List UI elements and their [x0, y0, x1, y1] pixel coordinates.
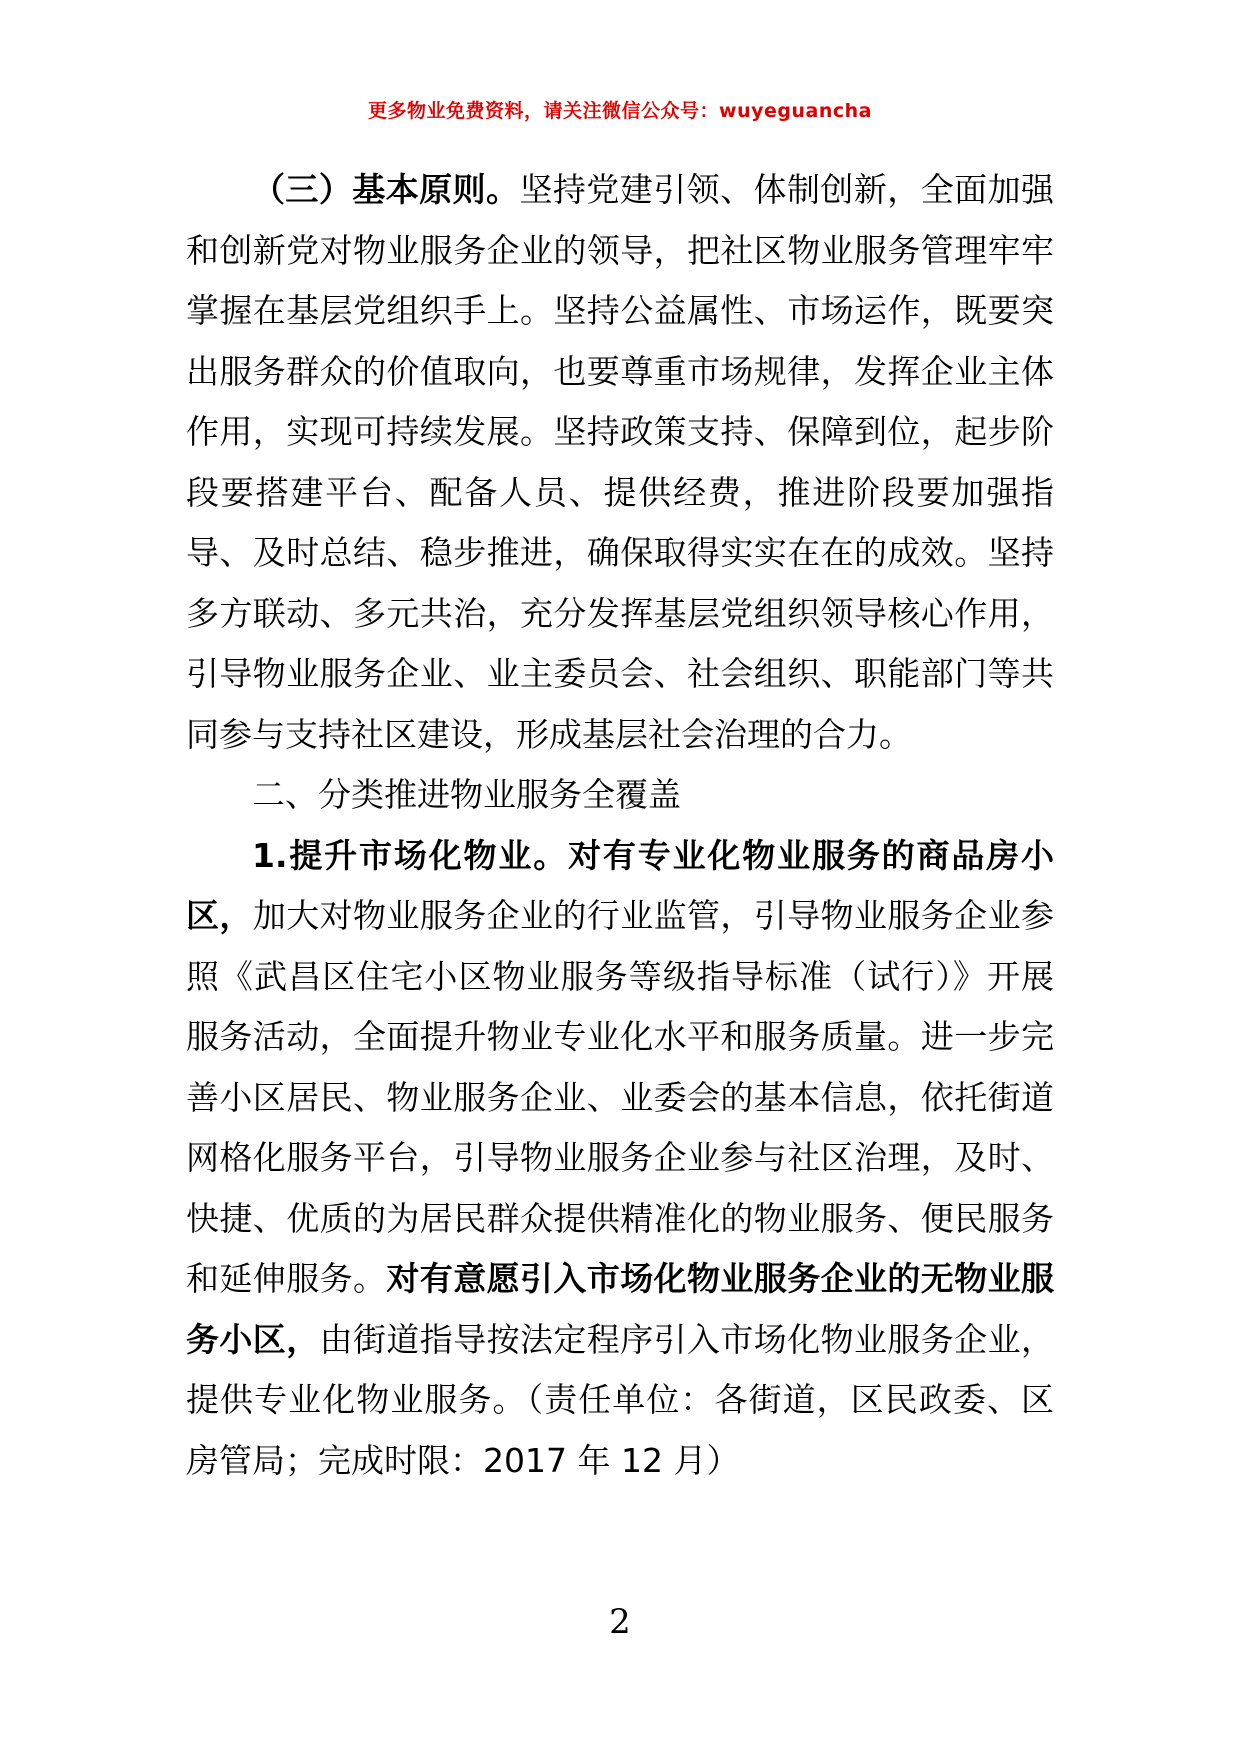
paragraph-body: 加大对物业服务企业的行业监管，引导物业服务企业参照《武昌区住宅小区物业服务等级指导标准（试行）》开展服务活动，全面提升物业专业化水平和服务质量。进一步完善小区居民、物业服务企业、业委会的基本信息，依托街道网格化服务平台，引导物业服务企业参与社区治理，及时、快捷、优质的为居民群众提供精准化的物业服务、便民服务和延伸服务。: [186, 896, 1055, 1298]
paragraph-heading: 1.提升市场化物业。对有专业化物业服务的商品房小区，: [186, 835, 1054, 935]
paragraph-heading: （三）基本原则。: [252, 170, 520, 209]
header-promo-note: 更多物业免费资料，请关注微信公众号：wuyeguancha: [368, 100, 872, 122]
section-title: 二、分类推进物业服务全覆盖: [252, 775, 681, 814]
paragraph-market-property: [186, 826, 1054, 1492]
document-body: [186, 160, 1054, 1491]
paragraph-body: 坚持党建引领、体制创新，全面加强和创新党对物业服务企业的领导，把社区物业服务管理牢牢掌握在基层党组织手上。坚持公益属性、市场运作，既要突出服务群众的价值取向，也要尊重市场规律，发挥企业主体作用，实现可持续发展。坚持政策支持、保障到位，起步阶段要搭建平台、配备人员、提供经费，推进阶段要加强指导、及时总结、稳步推进，确保取得实实在在的成效。坚持多方联动、多元共治，充分发挥基层党组织领导核心作用，引导物业服务企业、业主委员会、社会组织、职能部门等共同参与支持社区建设，形成基层社会治理的合力。: [186, 170, 1055, 754]
paragraph-basic-principles: [186, 160, 1054, 765]
paragraph-bold-clause: 对有意愿引入市场化物业服务企业的无物业服务小区，: [186, 1259, 1055, 1359]
page-number: 2: [609, 1602, 631, 1642]
paragraph-tail: 由街道指导按法定程序引入市场化物业服务企业，提供专业化物业服务。（责任单位：各街道，区民政委、区房管局；完成时限：2017 年 12 月）: [186, 1319, 1055, 1480]
